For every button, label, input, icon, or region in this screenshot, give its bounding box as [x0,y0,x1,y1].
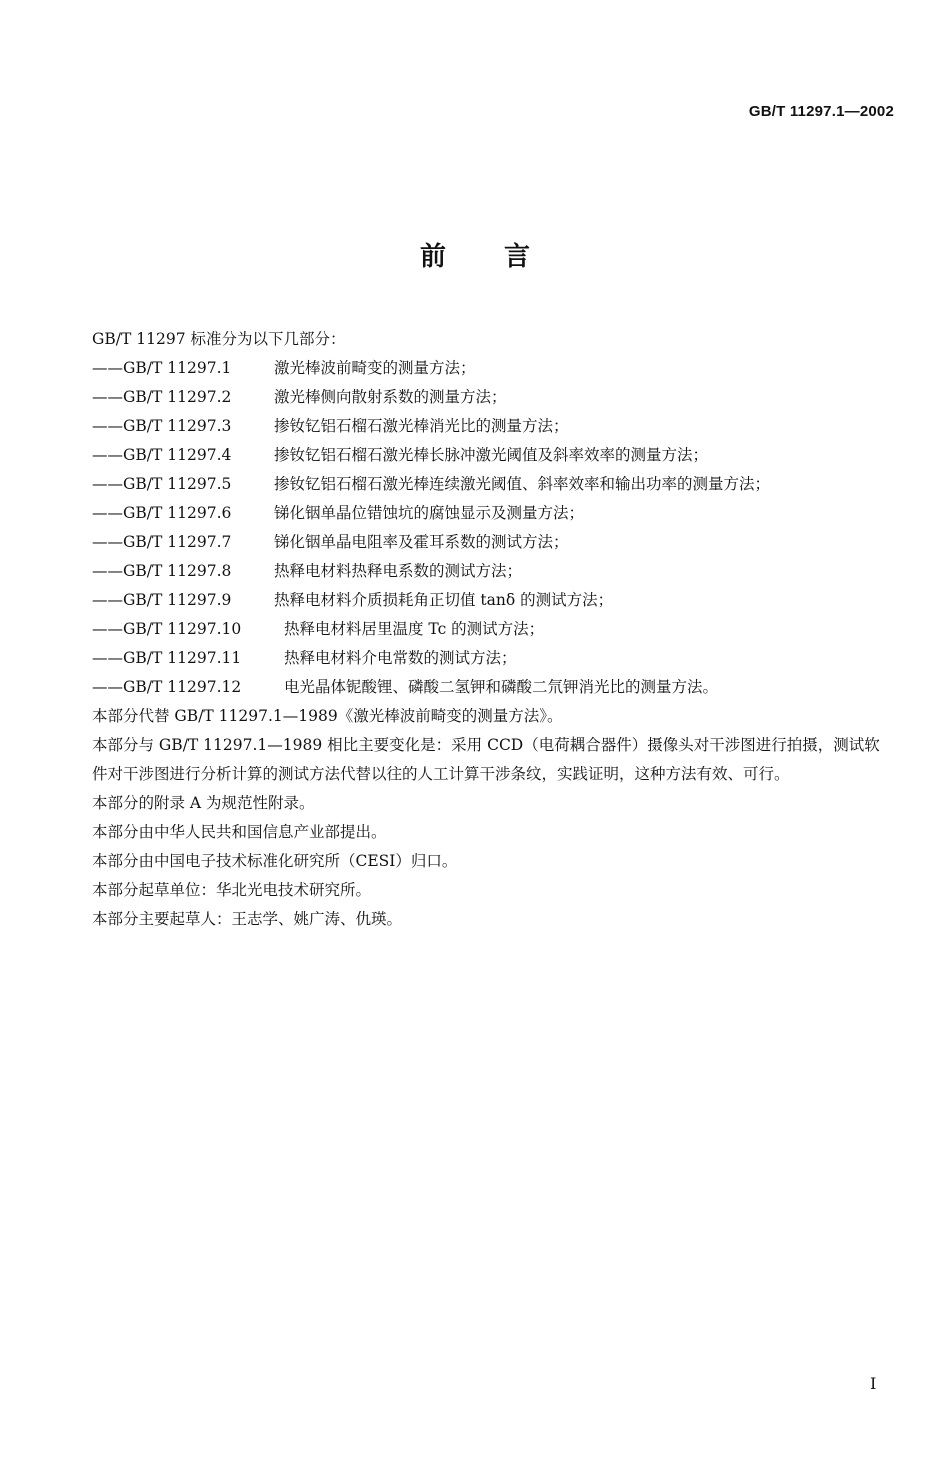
list-item [92,383,892,412]
document-code: GB/T 11297.1—2002 [748,103,894,120]
annex-paragraph: 本部分的附录 A 为规范性附录。 [92,794,315,812]
part-code: ——GB/T 11297.10 [92,620,242,638]
list-item [92,557,892,586]
list-item [92,644,892,673]
part-code: ——GB/T 11297.1 [92,359,232,377]
part-code: ——GB/T 11297.8 [92,562,232,580]
changes-paragraph: 本部分与 GB/T 11297.1—1989 相比主要变化是：采用 CCD（电荷耦合器件）摄像头对干涉图进行拍摄，测试软件对干涉图进行分析计算的测试方法代替以往的人工计算干涉条纹，实践证明，这种方法有效、可行。 [92,736,880,783]
list-item [92,615,892,644]
list-item [92,441,892,470]
page-number: I [870,1374,877,1393]
part-code: ——GB/T 11297.9 [92,591,232,609]
part-code: ——GB/T 11297.4 [92,446,232,464]
part-name: 掺钕钇铝石榴石激光棒连续激光阈值、斜率效率和输出功率的测量方法； [274,475,771,493]
part-name: 电光晶体铌酸锂、磷酸二氢钾和磷酸二氘钾消光比的测量方法。 [284,678,719,696]
list-item [92,499,892,528]
part-code: ——GB/T 11297.5 [92,475,232,493]
list-item [92,673,892,702]
part-name: 锑化铟单晶位错蚀坑的腐蚀显示及测量方法； [274,504,585,522]
part-name: 锑化铟单晶电阻率及霍耳系数的测试方法； [274,533,569,551]
part-code: ——GB/T 11297.12 [92,678,242,696]
part-name: 热释电材料居里温度 Tc 的测试方法； [284,620,545,638]
part-name: 激光棒侧向散射系数的测量方法； [274,388,507,406]
part-code: ——GB/T 11297.3 [92,417,232,435]
list-item [92,528,892,557]
part-name: 热释电材料介质损耗角正切值 tanδ 的测试方法； [274,591,614,609]
drafters-paragraph: 本部分主要起草人：王志学、姚广涛、仇瑛。 [92,910,403,928]
part-code: ——GB/T 11297.2 [92,388,232,406]
title-char-1: 前 [419,242,446,272]
centralized-paragraph: 本部分由中国电子技术标准化研究所（CESI）归口。 [92,852,458,870]
proposed-paragraph: 本部分由中华人民共和国信息产业部提出。 [92,823,387,841]
part-code: ——GB/T 11297.7 [92,533,232,551]
list-item [92,586,892,615]
part-name: 掺钕钇铝石榴石激光棒消光比的测量方法； [274,417,569,435]
intro-text: GB/T 11297 标准分为以下几部分： [92,330,346,348]
part-name: 热释电材料介电常数的测试方法； [284,649,517,667]
replaces-paragraph: 本部分代替 GB/T 11297.1—1989《激光棒波前畸变的测量方法》。 [92,707,563,725]
part-code: ——GB/T 11297.6 [92,504,232,522]
title-char-2: 言 [504,242,531,272]
list-item [92,470,892,499]
list-item [92,354,892,383]
page-title [0,236,950,273]
list-item [92,412,892,441]
part-name: 热释电材料热释电系数的测试方法； [274,562,523,580]
foreword-body [92,325,892,934]
part-name: 掺钕钇铝石榴石激光棒长脉冲激光阈值及斜率效率的测量方法； [274,446,709,464]
part-code: ——GB/T 11297.11 [92,649,242,667]
part-name: 激光棒波前畸变的测量方法； [274,359,476,377]
drafting-unit-paragraph: 本部分起草单位：华北光电技术研究所。 [92,881,372,899]
